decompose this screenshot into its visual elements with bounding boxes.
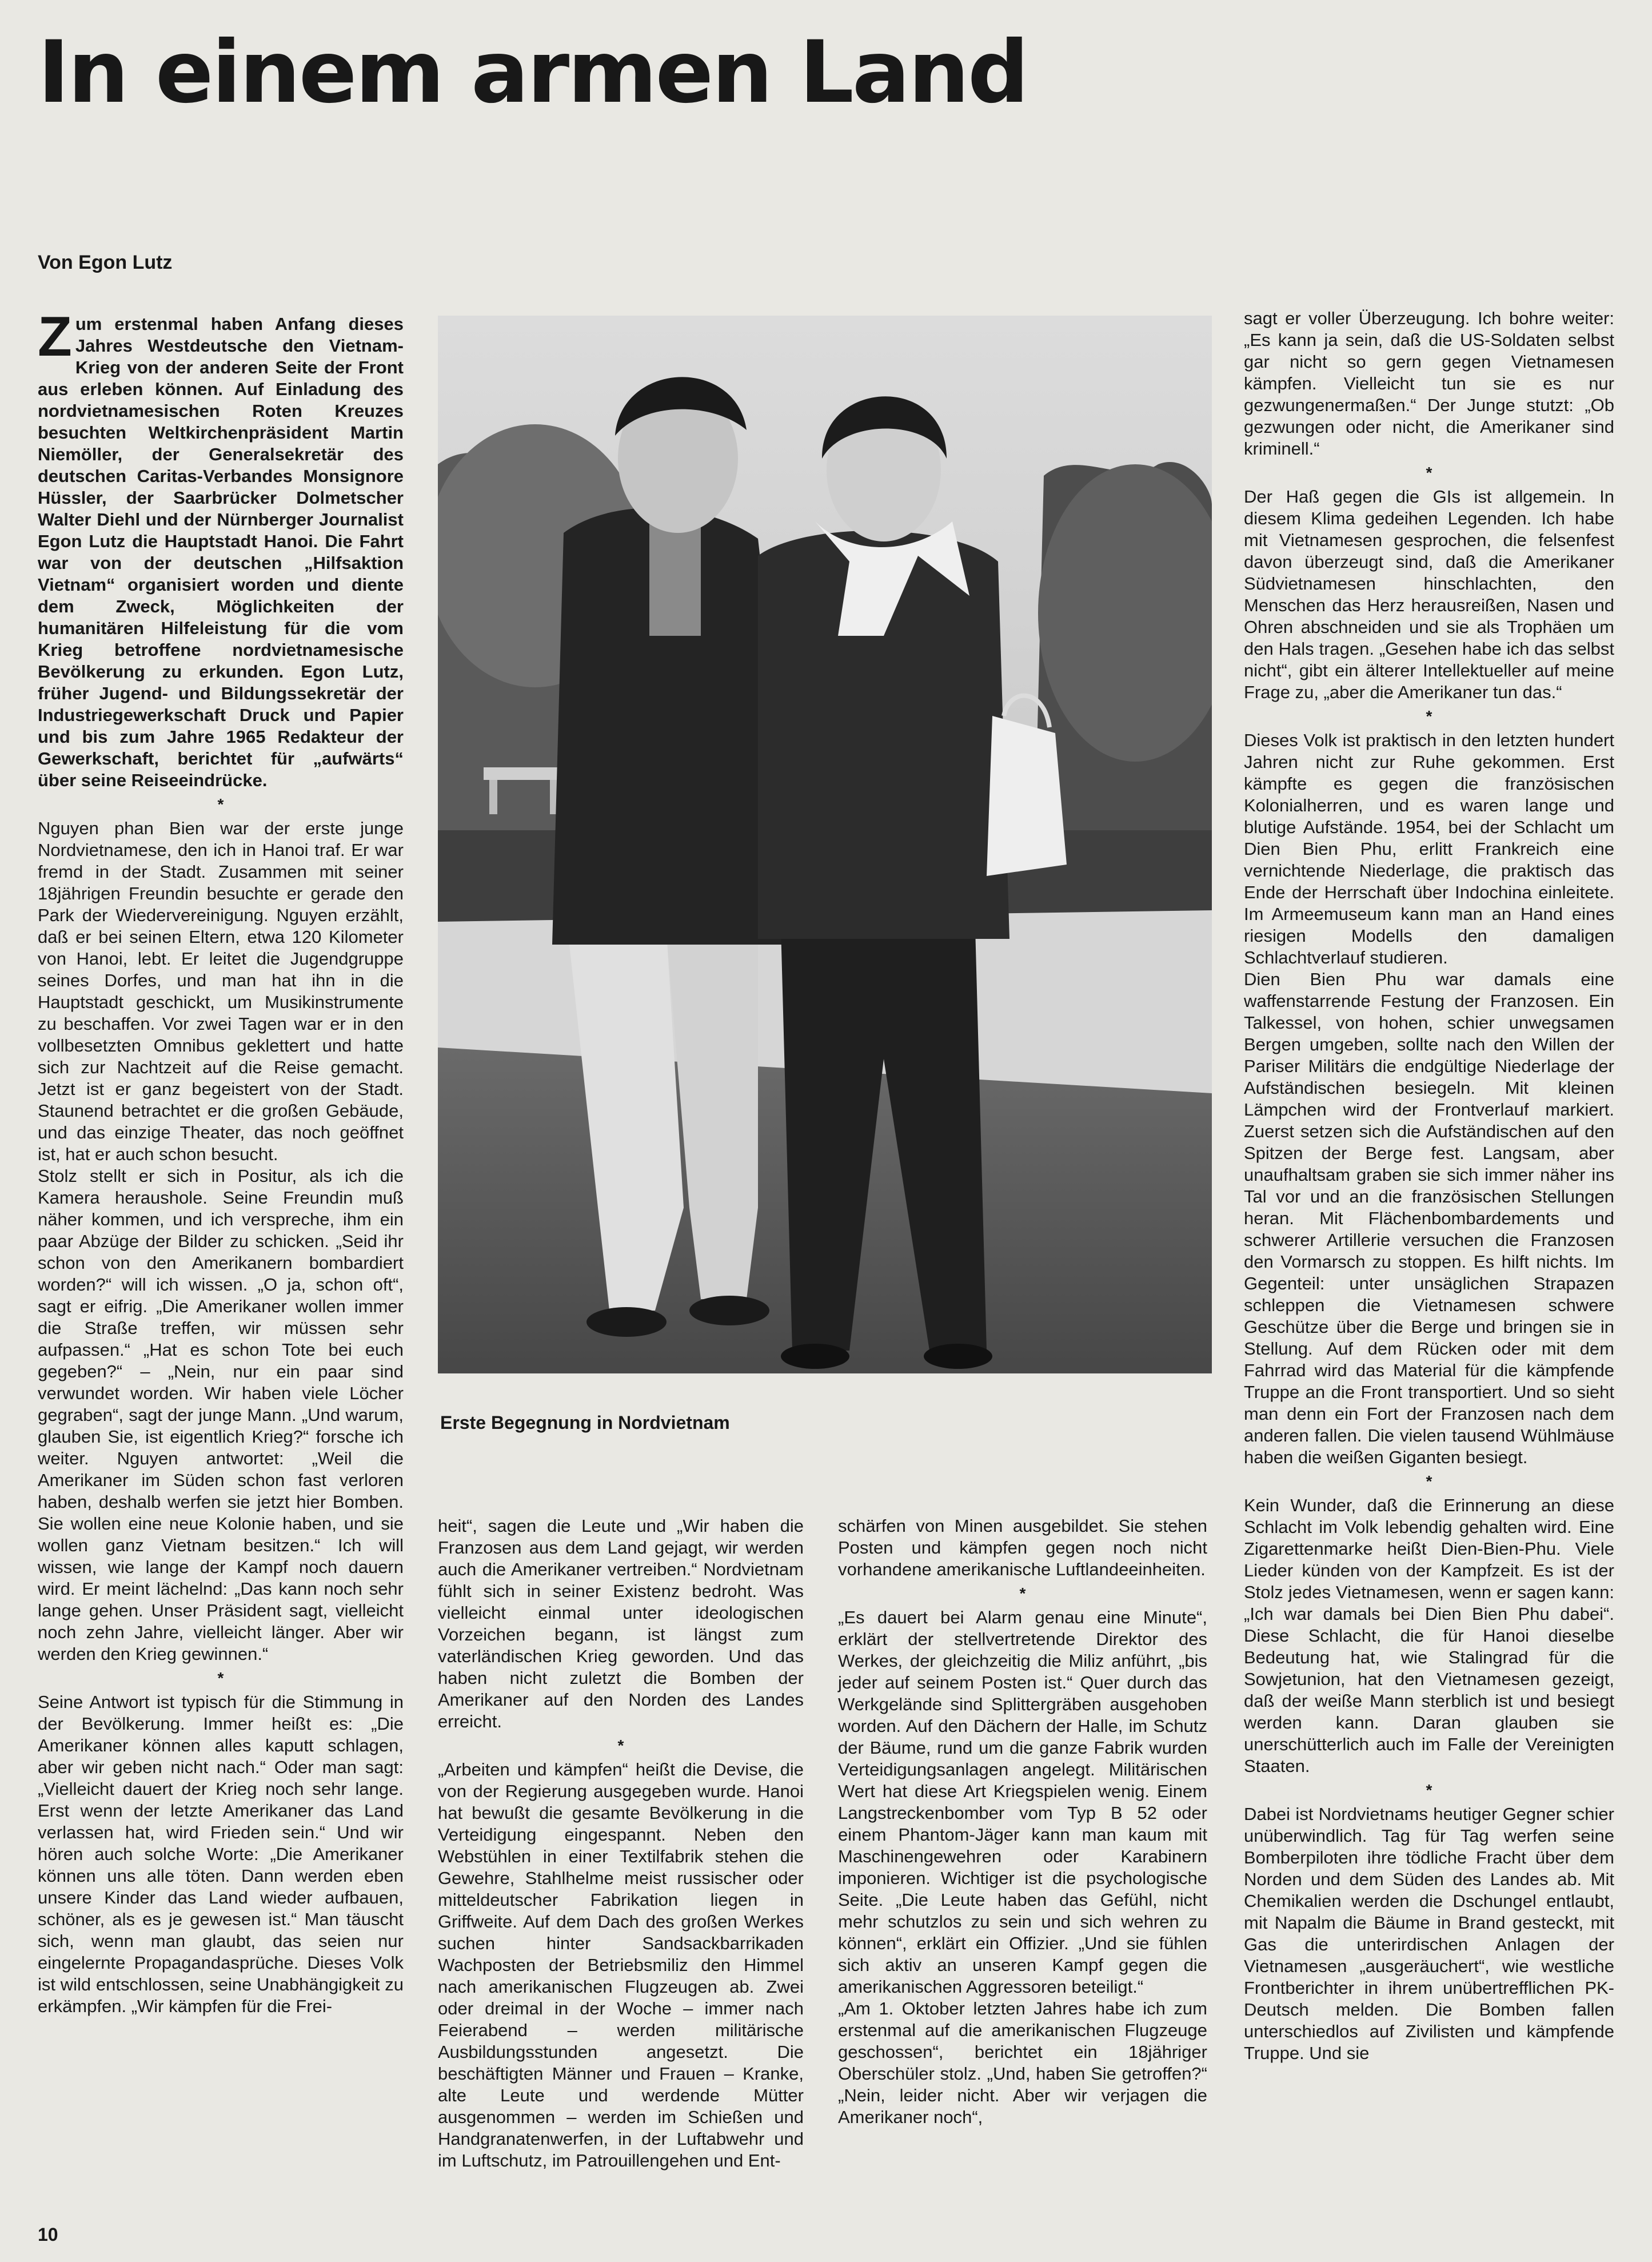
- paragraph: sagt er voller Überzeugung. Ich bohre weiter: „Es kann ja sein, daß die US-Soldaten selbst gar nicht so gern gegen Vietnamesen kämpfen. Vielleicht tun sie es nur gezwungenermaßen.“ Der Junge stutzt: „Ob gezwungen oder nicht, die Amerikaner sind kriminell.“: [1244, 308, 1614, 459]
- headline: In einem armen Land: [38, 23, 1028, 122]
- paragraph: „Am 1. Oktober letzten Jahres habe ich zum erstenmal auf die amerikanischen Flugzeuge geschossen“, berichtet ein 18jähriger Oberschüler stolz. „Und, haben Sie getroffen?“ „Nein, leider nicht. Aber wir verjagen die Amerikaner noch“,: [838, 1998, 1207, 2127]
- article-photo: [438, 316, 1212, 1373]
- section-separator: *: [1426, 1472, 1432, 1490]
- section-separator: *: [1426, 464, 1432, 481]
- paragraph: Seine Antwort ist typisch für die Stimmung in der Bevölkerung. Immer heißt es: „Die Amerikaner können alles kaputt schlagen, aber wir geben nicht nach.“ Oder man sagt: „Vielleicht dauert der Krieg noch sehr lange. Erst wenn der letzte Amerikaner das Land verlassen hat, wird Frieden sein.“ Und wir hören auch solche Worte: „Die Amerikaner können uns alle töten. Dann werden eben unsere Kinder das Land wieder aufbauen, schöner, als es je gewesen ist.“ Man täuscht sich, wenn man glaubt, das seien nur eingelernte Propagandasprüche. Dieses Volk ist wild entschlossen, seine Unabhängigkeit zu erkämpfen. „Wir kämpfen für die Frei-: [38, 1692, 404, 2016]
- paragraph: Stolz stellt er sich in Positur, als ich die Kamera heraushole. Seine Freundin muß näher kommen, und ich verspreche, ihm ein paar Abzüge der Bilder zu schicken. „Seid ihr schon von den Amerikanern bombardiert worden?“ will ich wissen. „O ja, schon oft“, sagt er eifrig. „Die Amerikaner wollen immer die Straße treffen, wir müssen sehr aufpassen.“ „Hat es schon Tote bei euch gegeben?“ – „Nein, nur ein paar sind verwundet worden. Wir haben viele Löcher gegraben“, sagt der junge Mann. „Und warum, glauben Sie, ist eigentlich Krieg?“ forsche ich weiter. Nguyen antwortet: „Weil die Amerikaner im Süden schon fast verloren haben, deshalb werfen sie jetzt hier Bomben. Sie wollen eine neue Kolonie haben, und sie wollen ganz Vietnam besitzen.“ Ich will wissen, wie lange der Kampf noch dauern wird. Er meint lächelnd: „Das kann noch sehr lange gehen. Unser Präsident sagt, vielleicht noch zehn Jahre, vielleicht länger. Aber wir werden den Krieg gewinnen.“: [38, 1166, 404, 1664]
- section-separator: *: [217, 1669, 224, 1687]
- drop-cap: Z: [38, 305, 72, 368]
- paragraph: Kein Wunder, daß die Erinnerung an diese Schlacht im Volk lebendig gehalten wird. Eine Zigarettenmarke heißt Dien-Bien-Phu. Viele Lieder künden von der Kampfzeit. Es ist der Stolz jedes Vietnamesen, wenn er sagen kann: „Ich war damals bei Dien Bien Phu dabei“. Diese Schlacht, die für Hanoi dieselbe Bedeutung hat, wie Stalingrad für die Sowjetunion, hat den Vietnamesen gezeigt, daß der weiße Mann sterblich ist und besiegt werden kann. Daran glauben sie unerschütterlich auch im Falle der Vereinigten Staaten.: [1244, 1495, 1614, 1776]
- page-number: 10: [38, 2224, 58, 2245]
- intro-paragraph: [38, 305, 404, 791]
- byline: Von Egon Lutz: [38, 252, 173, 273]
- paragraph: Dieses Volk ist praktisch in den letzten hundert Jahren nicht zur Ruhe gekommen. Erst kämpfte es gegen die französischen Kolonialherren, und es waren lange und blutige Aufstände. 1954, bei der Schlacht um Dien Bien Phu, erlitt Frankreich eine vernichtende Niederlage, die praktisch das Ende der Herrschaft über Indochina einleitete. Im Armeemuseum kann man an Hand eines riesigen Modells den damaligen Schlachtverlauf studieren.: [1244, 730, 1614, 967]
- paragraph: schärfen von Minen ausgebildet. Sie stehen Posten und kämpfen gegen noch nicht vorhandene amerikanische Luftlandeeinheiten.: [838, 1516, 1207, 1579]
- section-separator: *: [1426, 1781, 1432, 1799]
- paragraph: Dien Bien Phu war damals eine waffenstarrende Festung der Franzosen. Ein Talkessel, von hohen, schier unwegsamen Bergen umgeben, sollte nach den Willen der Pariser Militärs die endgültige Niederlage der Aufständischen besiegeln. Mit kleinen Lämpchen wird der Frontverlauf markiert. Zuerst setzen sich die Aufständischen auf den Spitzen der Berge fest. Langsam, aber unaufhaltsam graben sie sich immer näher ins Tal vor und an die französischen Stellungen heran. Mit Flächenbombardements und schwerer Artillerie versuchen die Franzosen den Vormarsch zu stoppen. Es hilft nichts. Im Gegenteil: unter unsäglichen Strapazen schleppen die Vietnamesen schwere Geschütze über die Berge und bringen sie in Stellung. Auf dem Rücken oder mit dem Fahrrad wird das Material für die kämpfende Truppe an die Front transportiert. Und so sieht man denn ein Fort der Franzosen nach dem anderen fallen. Die vielen tausend Wühlmäuse haben die weißen Giganten besiegt.: [1244, 969, 1614, 1467]
- section-separator: *: [1426, 707, 1432, 725]
- paragraph: „Es dauert bei Alarm genau eine Minute“, erklärt der stellvertretende Direktor des Werkes, der gleichzeitig die Miliz anführt, „bis jeder auf seinem Posten ist.“ Quer durch das Werkgelände sind Splittergräben ausgehoben worden. Auf den Dächern der Halle, im Schutz der Bäume, rund um die ganze Fabrik wurden Verteidigungsanlagen angelegt. Militärischen Wert hat diese Art Kriegspielen wenig. Einem Langstreckenbomber vom Typ B 52 oder einem Phantom-Jäger kann man kaum mit Maschinengewehren oder Karabinern imponieren. Wichtiger ist die psychologische Seite. „Die Leute haben das Gefühl, nicht mehr schutzlos zu sein und sich wehren zu können“, erklärt ein Offizier. „Und sie fühlen sich aktiv an unseren Kampf gegen die amerikanischen Aggressoren beteiligt.“: [838, 1607, 1207, 1997]
- paragraph: Nguyen phan Bien war der erste junge Nordvietnamese, den ich in Hanoi traf. Er war fremd in der Stadt. Zusammen mit seiner 18jährigen Freundin besuchte er gerade den Park der Wiedervereinigung. Nguyen erzählt, daß er bei seinen Eltern, etwa 120 Kilometer von Hanoi, lebt. Er leitet die Jugendgruppe seines Dorfes, und man hat ihn in die Hauptstadt geschickt, um Musikinstrumente zu beschaffen. Vor zwei Tagen war er in den vollbesetzten Omnibus geklettert und hatte sich zur Nachtzeit auf die Reise gemacht. Jetzt ist er ganz begeistert von der Stadt. Staunend betrachtet er die großen Gebäude, und das einzige Theater, das noch geöffnet ist, hat er auch schon besucht.: [38, 818, 404, 1164]
- section-separator: *: [217, 795, 224, 813]
- photo-caption: Erste Begegnung in Nordvietnam: [440, 1412, 730, 1433]
- column-4: [1244, 308, 1614, 2064]
- paragraph: „Arbeiten und kämpfen“ heißt die Devise, die von der Regierung ausgegeben wurde. Hanoi hat bewußt die gesamte Bevölkerung in die Verteidigung eingespannt. Neben den Webstühlen in einer Textilfabrik stehen die Gewehre, Stahlhelme meist russischer oder mitteldeutscher Fabrikation liegen in Griffweite. Auf dem Dach des großen Werkes suchen hinter Sandsackbarrikaden Wachposten der Betriebsmiliz den Himmel nach amerikanischen Flugzeugen ab. Zwei oder dreimal in der Woche – immer nach Feierabend – werden militärische Ausbildungsstunden angesetzt. Die beschäftigten Männer und Frauen – Kranke, alte Leute und werdende Mütter ausgenommen – werden im Schießen und Handgranatenwerfen, in der Luftabwehr und im Luftschutz, im Patrouillengehen und Ent-: [438, 1759, 804, 2171]
- section-separator: *: [617, 1737, 624, 1754]
- column-1: [38, 305, 404, 2017]
- paragraph: heit“, sagen die Leute und „Wir haben die Franzosen aus dem Land gejagt, wir werden auch die Amerikaner vertreiben.“ Nordvietnam fühlt sich in seiner Existenz bedroht. Was vielleicht einmal unter ideologischen Vorzeichen begann, ist längst zum vaterländischen Krieg geworden. Und das haben nicht zuletzt die Bomben der Amerikaner auf den Norden des Landes erreicht.: [438, 1516, 804, 1731]
- photo-two-young-people-in-park: [438, 316, 1212, 1373]
- paragraph: Dabei ist Nordvietnams heutiger Gegner schier unüberwindlich. Tag für Tag werfen seine Bomberpiloten ihre tödliche Fracht über dem Norden und dem Süden des Landes ab. Mit Chemikalien werden die Dschungel entlaubt, mit Napalm die Bäume in Brand gesteckt, mit Gas die unterirdischen Anlagen der Vietnamesen „ausgeräuchert“, wie westliche Frontberichter in ihrem unübertrefflichen PK-Deutsch melden. Die Bomben fallen unterschiedlos auf Zivilisten und kämpfende Truppe. Und sie: [1244, 1804, 1614, 2063]
- paragraph: Der Haß gegen die GIs ist allgemein. In diesem Klima gedeihen Legenden. Ich habe mit Vietnamesen gesprochen, die felsenfest davon überzeugt sind, daß die Amerikaner Südvietnamesen hinschlachten, den Menschen das Herz herausreißen, Nasen und Ohren abschneiden und sie als Trophäen um den Hals tragen. „Gesehen habe ich das selbst nicht“, gibt ein älterer Intellektueller auf meine Frage zu, „aber die Amerikaner tun das.“: [1244, 487, 1614, 702]
- section-separator: *: [1019, 1584, 1026, 1602]
- intro-text: um erstenmal haben Anfang dieses Jahres Westdeutsche den Vietnam-Krieg von der anderen Seite der Front aus erleben können. Auf Einladung des nordvietnamesischen Roten Kreuzes besuchten Weltkirchenpräsident Martin Niemöller, der Generalsekretär des deutschen Caritas-Verbandes Monsignore Hüssler, der Saarbrücker Dolmetscher Walter Diehl und der Nürnberger Journalist Egon Lutz die Hauptstadt Hanoi. Die Fahrt war von der deutschen „Hilfsaktion Vietnam“ organisiert worden und diente dem Zweck, Möglichkeiten der humanitären Hilfeleistung für die vom Krieg betroffene nordvietnamesische Bevölkerung zu erkunden. Egon Lutz, früher Jugend- und Bildungssekretär der Industriegewerkschaft Druck und Papier und bis zum Jahre 1965 Redakteur der Gewerkschaft, berichtet für „aufwärts“ über seine Reiseeindrücke.: [38, 314, 404, 790]
- column-3: [838, 1515, 1207, 2128]
- column-2: [438, 1515, 804, 2172]
